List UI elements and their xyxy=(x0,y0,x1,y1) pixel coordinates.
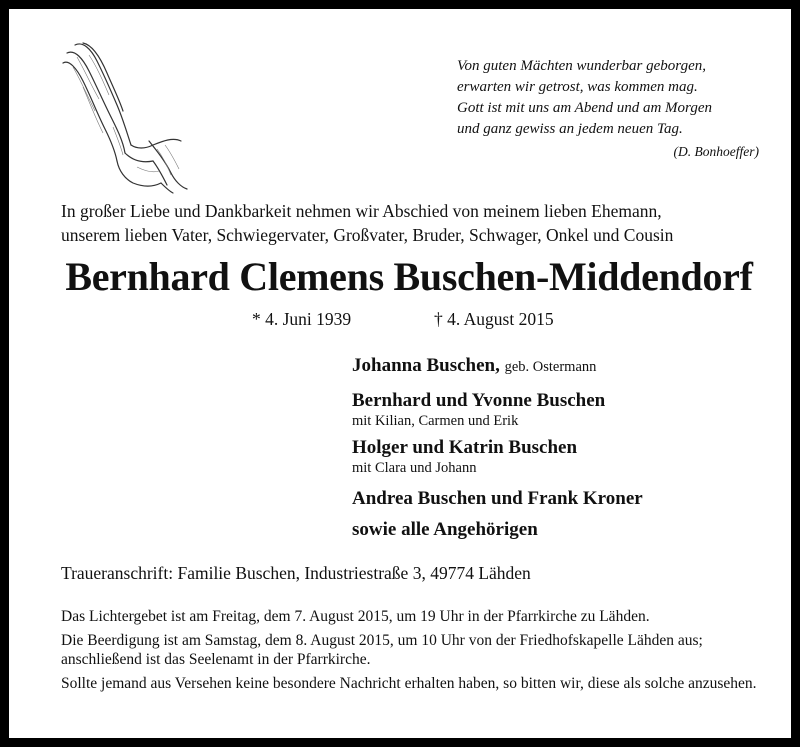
family-closing: sowie alle Angehörigen xyxy=(352,519,538,540)
poem-line: Von guten Mächten wunderbar geborgen, xyxy=(457,58,706,74)
poem-attribution: (D. Bonhoeffer) xyxy=(673,144,759,159)
mourning-address: Traueranschrift: Familie Buschen, Industriestraße 3, 49774 Lähden xyxy=(61,563,531,583)
family-member-children: mit Kilian, Carmen und Erik xyxy=(352,413,519,429)
family-member: Andrea Buschen und Frank Kroner xyxy=(352,488,643,509)
death-date: † 4. August 2015 xyxy=(434,309,554,329)
spouse-maiden-name: geb. Ostermann xyxy=(504,359,597,375)
birth-date: * 4. Juni 1939 xyxy=(252,309,352,329)
family-member-children: mit Clara und Johann xyxy=(352,460,477,476)
family-spouse xyxy=(352,353,772,380)
service-notes xyxy=(61,607,767,698)
family-list xyxy=(352,353,772,542)
intro-text xyxy=(61,199,761,247)
intro-line: In großer Liebe und Dankbarkeit nehmen wir Abschied von meinem lieben Ehemann, xyxy=(61,201,662,221)
note-paragraph: Sollte jemand aus Versehen keine besondere Nachricht erhalten haben, so bitten wir, diese als solche anzusehen. xyxy=(61,675,757,692)
poem-line: erwarten wir getrost, was kommen mag. xyxy=(457,79,698,95)
praying-hands-icon xyxy=(53,37,193,197)
spouse-name: Johanna Buschen, xyxy=(352,355,500,376)
note-paragraph: Das Lichtergebet ist am Freitag, dem 7. August 2015, um 19 Uhr in der Pfarrkirche zu Lähden. xyxy=(61,608,650,625)
poem-line: Gott ist mit uns am Abend und am Morgen xyxy=(457,100,712,116)
deceased-name: Bernhard Clemens Buschen-Middendorf xyxy=(65,254,753,299)
family-member: Bernhard und Yvonne Buschen xyxy=(352,390,606,411)
note-paragraph: Die Beerdigung ist am Samstag, dem 8. August 2015, um 10 Uhr von der Friedhofskapelle Lähden aus; anschließend ist das Seelenamt in der Pfarrkirche. xyxy=(61,632,703,668)
poem-quote xyxy=(457,56,767,162)
intro-line: unserem lieben Vater, Schwiegervater, Großvater, Bruder, Schwager, Onkel und Cousin xyxy=(61,225,674,245)
family-member: Holger und Katrin Buschen xyxy=(352,437,578,458)
poem-line: und ganz gewiss an jedem neuen Tag. xyxy=(457,121,683,137)
